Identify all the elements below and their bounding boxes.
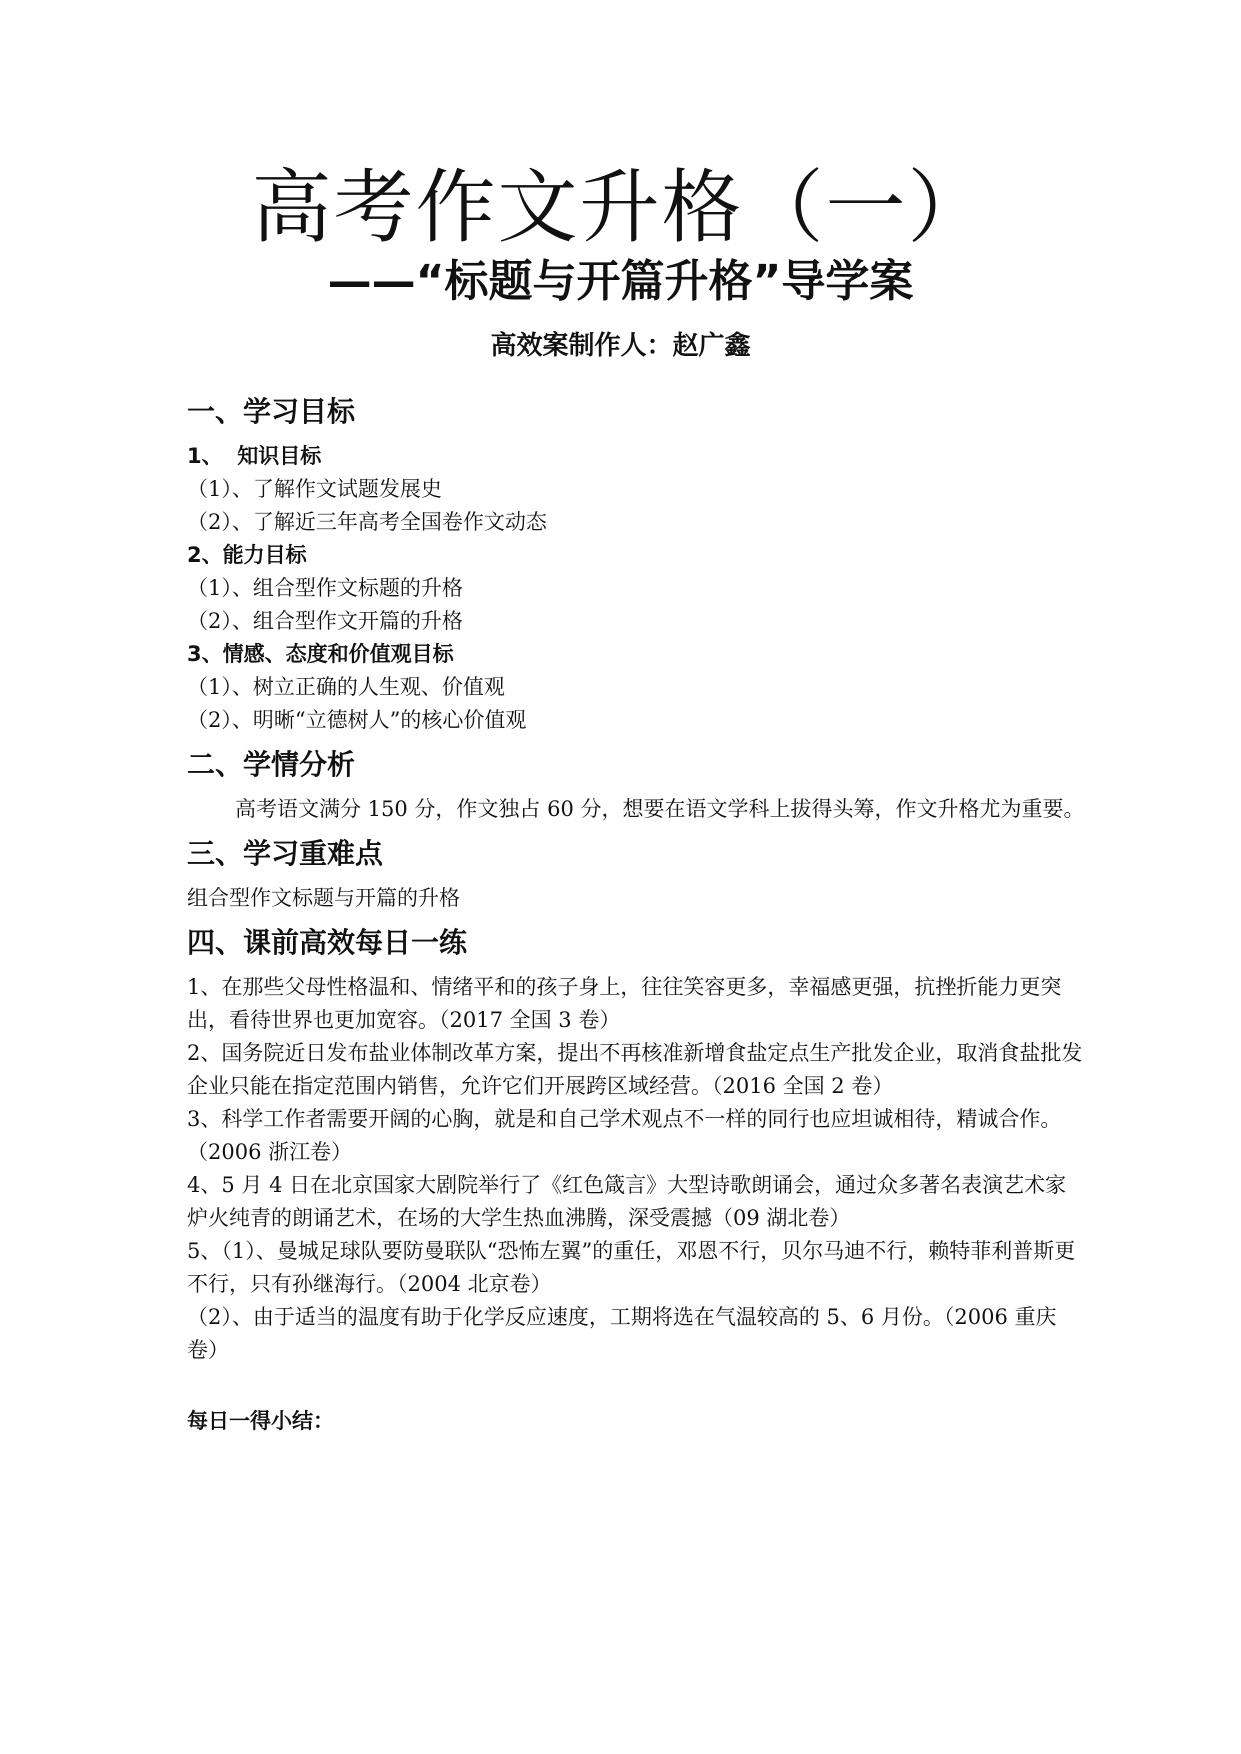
subheading-values-goals: 3、情感、态度和价值观目标 (187, 642, 454, 666)
list-item: （2）、了解近三年高考全国卷作文动态 (187, 510, 547, 534)
practice-item: 2、国务院近日发布盐业体制改革方案，提出不再核准新增食盐定点生产批发企业，取消食盐批发企业只能在指定范围内销售，允许它们开展跨区域经营。（2016 全国 2 卷） (187, 1041, 1083, 1098)
practice-item: 1、在那些父母性格温和、情绪平和的孩子身上，往往笑容更多，幸福感更强，抗挫折能力更突出，看待世界也更加宽容。（2017 全国 3 卷） (187, 975, 1062, 1032)
list-item: （1）、树立正确的人生观、价值观 (187, 675, 505, 699)
analysis-paragraph: 高考语文满分 150 分，作文独占 60 分，想要在语文学科上拔得头筹，作文升格尤为重要。 (235, 797, 1085, 821)
section-heading-daily-practice: 四、课前高效每日一练 (187, 926, 468, 959)
list-item: （2）、明晰“立德树人”的核心价值观 (187, 708, 527, 732)
section-heading-learning-goals: 一、学习目标 (187, 395, 356, 428)
practice-item: 4、5 月 4 日在北京国家大剧院举行了《红色箴言》大型诗歌朗诵会，通过众多著名表演艺术家炉火纯青的朗诵艺术，在场的大学生热血沸腾，深受震撼（09 湖北卷） (187, 1173, 1067, 1230)
list-item: （1）、了解作文试题发展史 (187, 477, 442, 501)
document-title: 高考作文升格（一） (251, 161, 990, 254)
practice-item: （2）、由于适当的温度有助于化学反应速度，工期将选在气温较高的 5、6 月份。（2006 重庆卷） (187, 1305, 1057, 1362)
summary-label: 每日一得小结： (187, 1409, 334, 1433)
section-heading-analysis: 二、学情分析 (187, 748, 356, 781)
document-body (187, 390, 1087, 1438)
document-subtitle: ——“标题与开篇升格”导学案 (327, 256, 914, 307)
subheading-knowledge-goals: 1、 知识目标 (187, 444, 322, 468)
practice-item: 5、（1）、曼城足球队要防曼联队“恐怖左翼”的重任，邓恩不行，贝尔马迪不行，赖特菲利普斯更不行，只有孙继海行。（2004 北京卷） (187, 1239, 1076, 1296)
key-points-text: 组合型作文标题与开篇的升格 (187, 886, 460, 910)
practice-item: 3、科学工作者需要开阔的心胸，就是和自己学术观点不一样的同行也应坦诚相待，精诚合作。（2006 浙江卷） (187, 1107, 1062, 1164)
list-item: （1）、组合型作文标题的升格 (187, 576, 463, 600)
section-heading-key-points: 三、学习重难点 (187, 837, 384, 870)
list-item: （2）、组合型作文开篇的升格 (187, 609, 463, 633)
document-author: 高效案制作人：赵广鑫 (490, 331, 751, 361)
subheading-ability-goals: 2、能力目标 (187, 543, 307, 567)
